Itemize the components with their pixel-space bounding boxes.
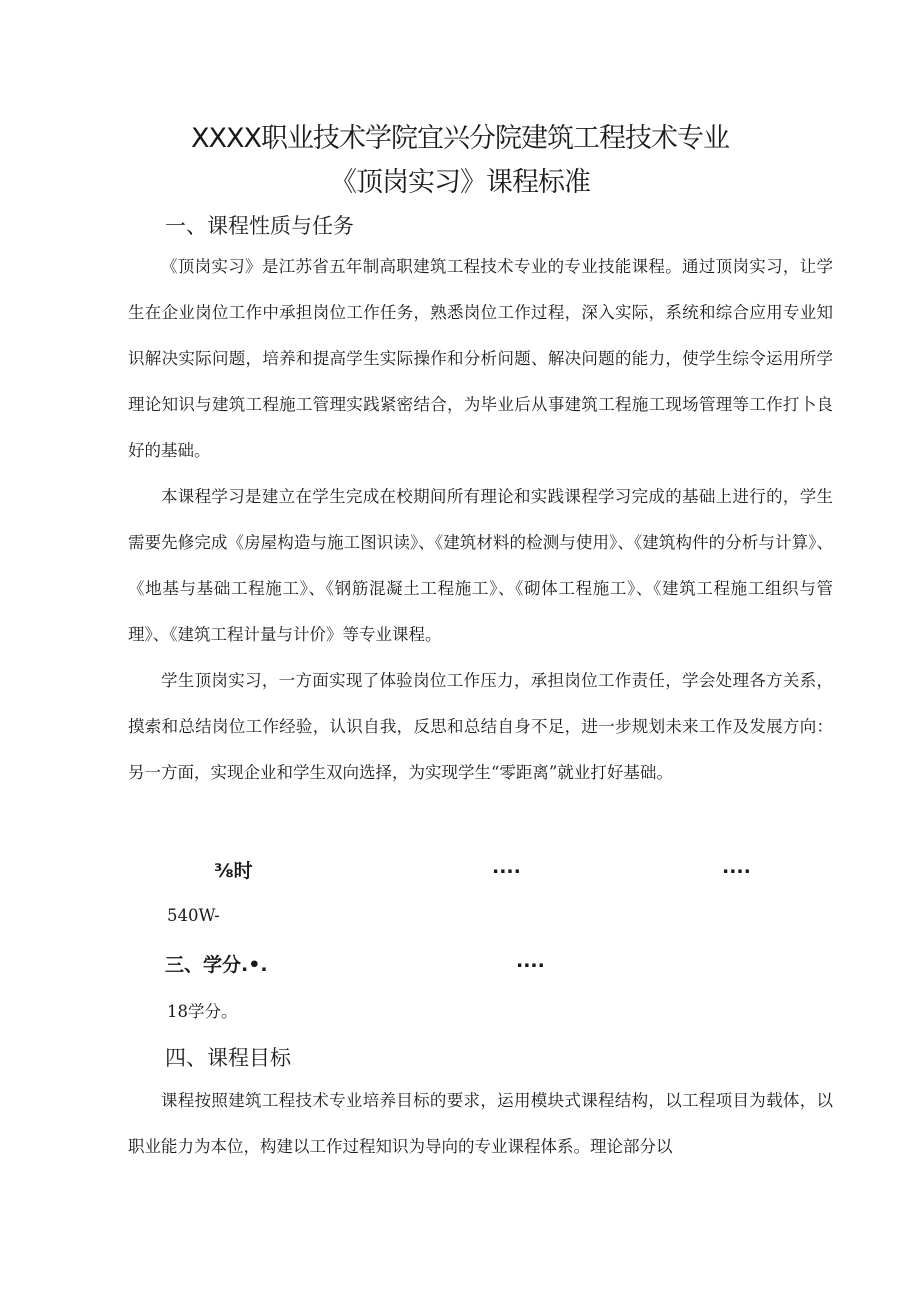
- section-1-heading: 一、课程性质与任务: [165, 214, 354, 238]
- section-2-heading: ⅜时: [214, 860, 253, 882]
- section-2-value: 540W-: [167, 906, 220, 925]
- document-title-line-1: XXXX职业技术学院宜兴分院建筑工程技术专业: [191, 123, 729, 154]
- document-title-line-2: 《顶岗实习》课程标准: [330, 167, 590, 198]
- section-2-dots-2: ....: [722, 856, 751, 878]
- section-3-value: 18学分。: [167, 1002, 238, 1021]
- section-3-heading: 三、学分.•.: [165, 954, 268, 976]
- section-2-dots-1: ....: [492, 856, 521, 878]
- section-1-paragraph-2: 本课程学习是建立在学生完成在校期间所有理论和实践课程学习完成的基础上进行的，学生需要先修完成《房屋构造与施工图识读》、《建筑材料的检测与使用》、《建筑构件的分析与计算》、《地基与基础工程施工》、《钢筋混凝土工程施工》、《砌体工程施工》、《建筑工程施工组织与管理》、《建筑工程计量与计价》等专业课程。: [128, 487, 833, 644]
- section-4-paragraph-1: 课程按照建筑工程技术专业培养目标的要求，运用模块式课程结构，以工程项目为载体，以职业能力为本位，构建以工作过程知识为导向的专业课程体系。理论部分以: [128, 1091, 833, 1156]
- section-1-paragraph-1: 《顶岗实习》是江苏省五年制高职建筑工程技术专业的专业技能课程。通过顶岗实习，让学生在企业岗位工作中承担岗位工作任务，熟悉岗位工作过程，深入实际，系统和综合应用专业知识解决实际问题，培养和提高学生实际操作和分析问题、解决问题的能力，使学生综令运用所学理论知识与建筑工程施工管理实践紧密结合，为毕业后从事建筑工程施工现场管理等工作打卜良好的基础。: [128, 257, 833, 460]
- section-3-dots: ....: [516, 950, 545, 972]
- section-4-heading: 四、课程目标: [165, 1046, 291, 1070]
- section-1-paragraph-3: 学生顶岗实习，一方面实现了体验岗位工作压力，承担岗位工作责任，学会处理各方关系，摸索和总结岗位工作经验，认识自我，反思和总结自身不足，进一步规划未来工作及发展方向：另一方面，实现企业和学生双向选择，为实现学生“零距离”就业打好基础。: [128, 671, 833, 782]
